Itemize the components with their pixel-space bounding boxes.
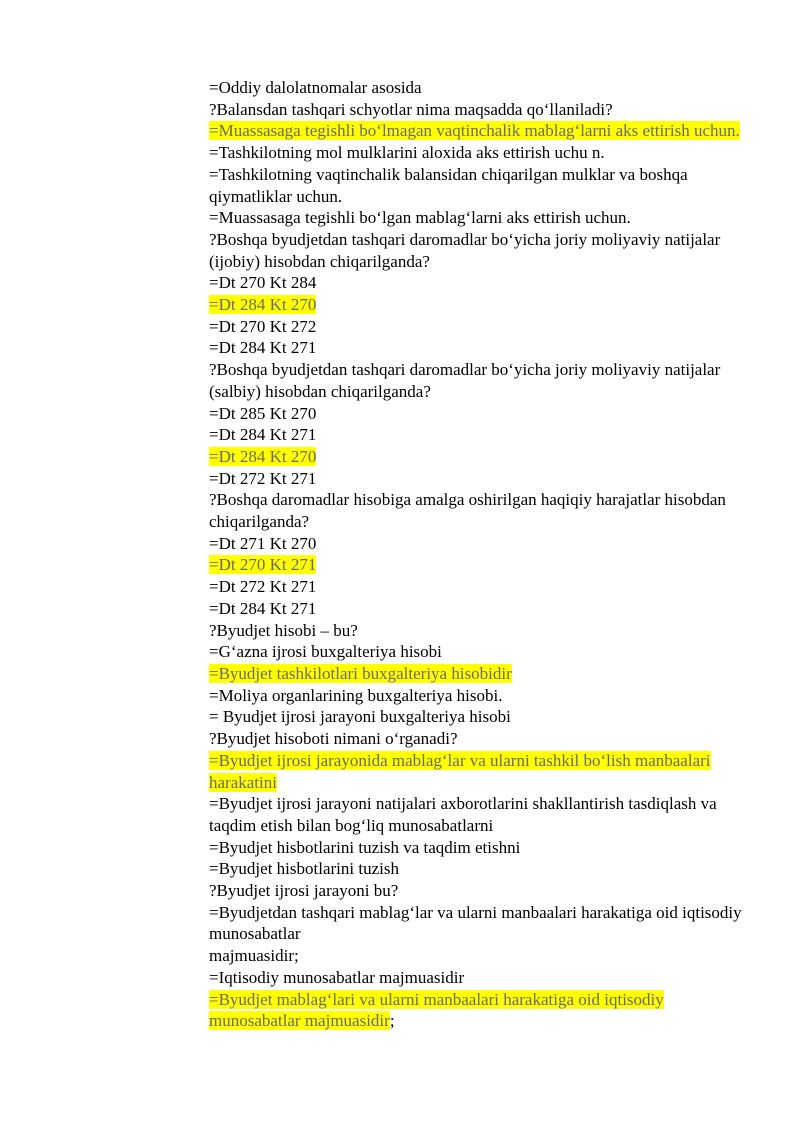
answer-line [209, 598, 754, 620]
answer-line [209, 902, 754, 945]
line-text: =Byudjet hisbotlarini tuzish [209, 859, 399, 879]
question-line [209, 359, 754, 402]
answer-line [209, 403, 754, 425]
question-line [209, 880, 754, 902]
question-line [209, 728, 754, 750]
answer-line [209, 967, 754, 989]
line-text: ?Boshqa daromadlar hisobiga amalga oshirilgan haqiqiy harajatlar hisobdan chiqarilganda? [209, 490, 726, 532]
answer-line [209, 750, 754, 793]
line-text: ?Balansdan tashqari schyotlar nima maqsadda qo‘llaniladi? [209, 99, 613, 119]
line-text: =Oddiy dalolatnomalar asosida [209, 78, 422, 97]
highlighted-answer-text: =Byudjet tashkilotlari buxgalteriya hisobidir [209, 663, 512, 683]
question-line [209, 489, 754, 532]
answer-line [209, 533, 754, 555]
highlighted-answer-text: =Dt 284 Kt 270 [209, 446, 317, 466]
answer-line [209, 120, 754, 142]
answer-line [209, 468, 754, 490]
line-text: =Byudjet hisbotlarini tuzish va taqdim etishni [209, 837, 521, 857]
answer-line [209, 837, 754, 859]
line-text: =G‘azna ijrosi buxgalteriya hisobi [209, 642, 442, 662]
line-text: majmuasidir; [209, 946, 299, 966]
line-text: =Tashkilotning vaqtinchalik balansidan chiqarilgan mulklar va boshqa qiymatliklar uchun. [209, 164, 688, 206]
highlighted-answer-text: =Byudjet ijrosi jarayonida mablag‘lar va ularni tashkil bo‘lish manbaalari harakatini [209, 750, 711, 792]
question-line [209, 229, 754, 272]
line-suffix: ; [389, 1011, 395, 1031]
answer-line [209, 77, 754, 99]
line-text: =Dt 284 Kt 271 [209, 598, 317, 618]
answer-line [209, 272, 754, 294]
answer-line [209, 685, 754, 707]
line-text: =Dt 284 Kt 271 [209, 425, 317, 445]
line-text: =Dt 270 Kt 272 [209, 316, 317, 336]
line-text: =Dt 285 Kt 270 [209, 403, 317, 423]
line-text: =Byudjetdan tashqari mablag‘lar va ularni manbaalari harakatiga oid iqtisodiy munosabatlar [209, 902, 742, 944]
line-text: ?Boshqa byudjetdan tashqari daromadlar bo‘yicha joriy moliyaviy natijalar (salbiy) hisobdan chiqarilganda? [209, 360, 721, 401]
line-text: =Dt 271 Kt 270 [209, 533, 317, 553]
answer-line [209, 641, 754, 663]
line-text: =Dt 284 Kt 271 [209, 338, 317, 358]
highlighted-answer-text: =Dt 284 Kt 270 [209, 295, 317, 315]
question-line [209, 99, 754, 121]
line-text: =Dt 270 Kt 284 [209, 273, 317, 293]
line-text: =Dt 272 Kt 271 [209, 468, 317, 488]
line-text: =Muassasaga tegishli bo‘lgan mablag‘larni aks ettirish uchun. [209, 208, 631, 228]
answer-line [209, 576, 754, 598]
highlighted-answer-text: =Muassasaga tegishli bo‘lmagan vaqtinchalik mablag‘larni aks ettirish uchun. [209, 121, 740, 141]
line-text: =Dt 272 Kt 271 [209, 577, 317, 597]
answer-line [209, 793, 754, 836]
answer-line [209, 706, 754, 728]
answer-line [209, 554, 754, 576]
line-text: =Moliya organlarining buxgalteriya hisobi. [209, 685, 503, 705]
answer-line [209, 142, 754, 164]
answer-line [209, 446, 754, 468]
answer-line [209, 663, 754, 685]
answer-line [209, 337, 754, 359]
line-text: =Tashkilotning mol mulklarini aloxida aks ettirish uchu n. [209, 143, 605, 163]
line-text: ?Byudjet hisobi – bu? [209, 620, 358, 640]
document-content [209, 77, 754, 1032]
line-text: ?Byudjet ijrosi jarayoni bu? [209, 881, 399, 901]
highlighted-answer-text: =Byudjet mablag‘lari va ularni manbaalari harakatiga oid iqtisodiy munosabatlar majmuasidir [209, 989, 664, 1031]
answer-line [209, 989, 754, 1032]
line-text: ?Byudjet hisoboti nimani o‘rganadi? [209, 729, 458, 749]
answer-line [209, 858, 754, 880]
answer-line [209, 294, 754, 316]
answer-line [209, 424, 754, 446]
answer-line [209, 207, 754, 229]
highlighted-answer-text: =Dt 270 Kt 271 [209, 555, 317, 575]
line-text: ?Boshqa byudjetdan tashqari daromadlar bo‘yicha joriy moliyaviy natijalar (ijobiy) hisobdan chiqarilganda? [209, 229, 721, 271]
answer-line [209, 945, 754, 967]
answer-line [209, 316, 754, 338]
line-text: =Iqtisodiy munosabatlar majmuasidir [209, 967, 465, 987]
answer-line [209, 164, 754, 207]
line-text: =Byudjet ijrosi jarayoni natijalari axborotlarini shakllantirish tasdiqlash va taqdim etish bilan bog‘liq munosabatlarni [209, 794, 717, 835]
line-text: = Byudjet ijrosi jarayoni buxgalteriya hisobi [209, 707, 511, 727]
question-line [209, 620, 754, 642]
